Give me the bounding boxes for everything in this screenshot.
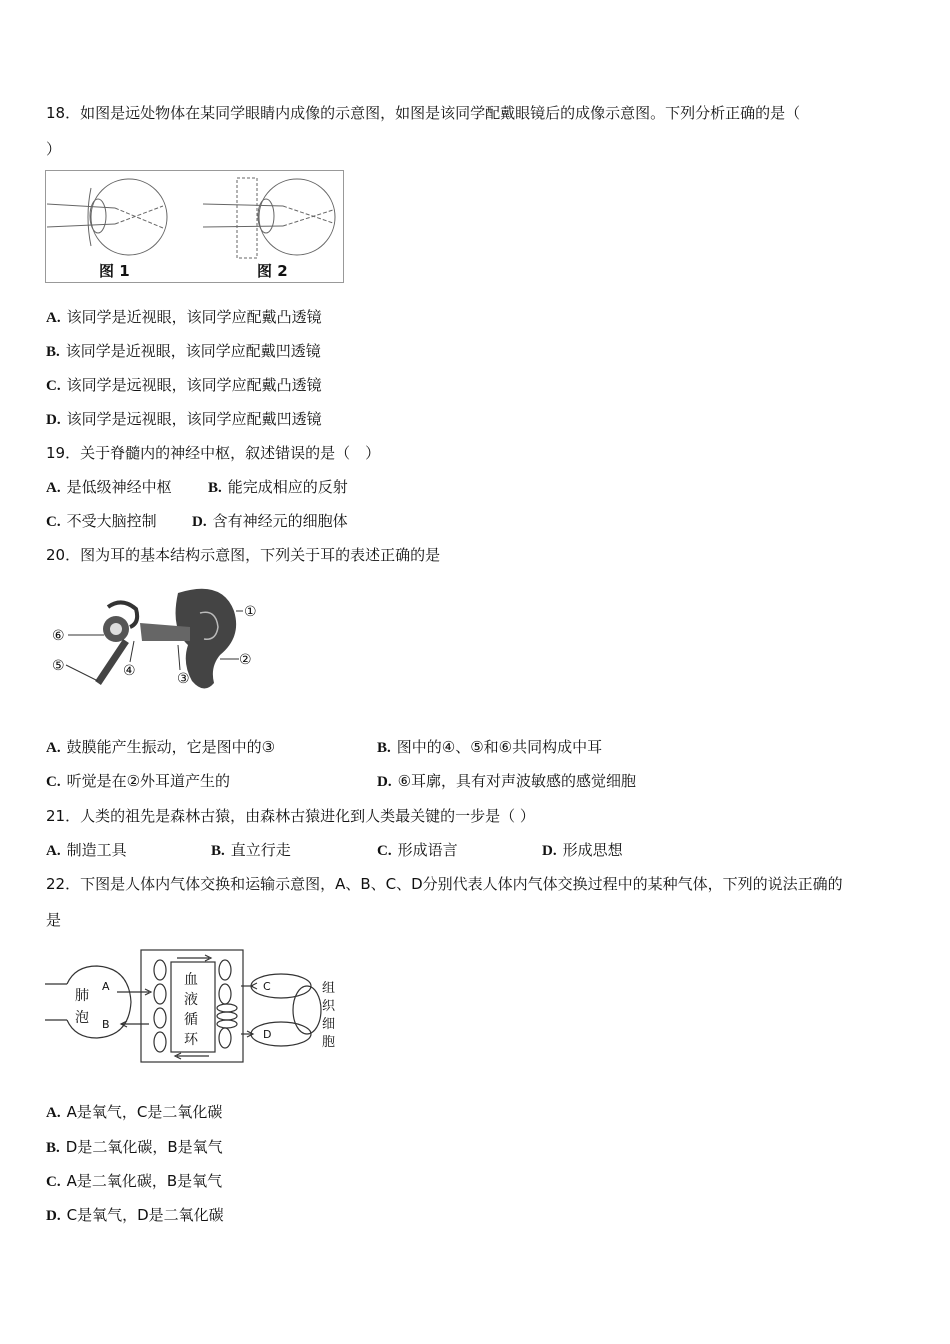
q21-option-d: D. 形成思想	[542, 841, 623, 859]
q18-option-b: B. 该同学是近视眼，该同学应配戴凹透镜	[46, 342, 321, 360]
tissue-label-3: 细	[322, 1017, 336, 1032]
q19-option-c: C. 不受大脑控制	[46, 512, 157, 530]
q19-option-d: D. 含有神经元的细胞体	[192, 512, 348, 530]
q21-option-b: B. 直立行走	[211, 841, 291, 859]
ear-label-2: ②	[239, 652, 252, 668]
ear-label-6: ⑥	[52, 628, 65, 644]
blood-label-1: 血	[184, 972, 198, 988]
ear-label-5: ⑤	[52, 658, 65, 674]
gas-label-c: C	[263, 980, 271, 993]
figure-2-label: 图 2	[257, 262, 288, 280]
eye-diagram-1	[47, 179, 167, 255]
q18-option-c: C. 该同学是远视眼，该同学应配戴凸透镜	[46, 376, 322, 394]
blood-label-4: 环	[184, 1032, 198, 1048]
alveolus-label-2: 泡	[75, 1010, 89, 1026]
ear-structure-figure	[50, 583, 262, 698]
q21-stem: 21．人类的祖先是森林古猿，由森林古猿进化到人类最关键的一步是（ ）	[46, 807, 535, 825]
tissue-label-4: 胞	[322, 1035, 336, 1050]
ear-label-1: ①	[244, 604, 257, 620]
gas-exchange-diagram	[45, 944, 341, 1070]
gas-label-d: D	[263, 1028, 272, 1041]
q22-option-a: A. A是氧气，C是二氧化碳	[46, 1103, 223, 1121]
figure-1-label: 图 1	[99, 262, 130, 280]
q18-option-a: A. 该同学是近视眼，该同学应配戴凸透镜	[46, 308, 322, 326]
ear-label-4: ④	[123, 663, 136, 679]
q19-option-b: B. 能完成相应的反射	[208, 478, 348, 496]
q21-option-c: C. 形成语言	[377, 841, 458, 859]
q20-option-c: C. 听觉是在②外耳道产生的	[46, 772, 231, 790]
q18-stem-tail: ）	[46, 140, 62, 158]
tissue-label-2: 织	[322, 999, 336, 1014]
q22-option-c: C. A是二氧化碳，B是氧气	[46, 1172, 223, 1190]
q20-option-b: B. 图中的④、⑤和⑥共同构成中耳	[377, 738, 603, 756]
gas-label-a: A	[102, 980, 110, 993]
eye-lens-figure	[45, 170, 345, 284]
q20-option-d: D. ⑥耳廓，具有对声波敏感的感觉细胞	[377, 772, 637, 790]
figure-border	[46, 171, 344, 283]
ear-label-3: ③	[177, 671, 190, 687]
eye-diagram-2	[203, 178, 335, 258]
q22-stem: 22．下图是人体内气体交换和运输示意图，A、B、C、D分别代表人体内气体交换过程中的某种气体，下列的说法正确的	[46, 875, 843, 893]
eustachian-tube-shape	[98, 641, 126, 683]
q19-stem: 19．关于脊髓内的神经中枢，叙述错误的是（ ）	[46, 444, 381, 462]
blood-label-2: 液	[184, 992, 198, 1008]
q22-stem-tail: 是	[46, 911, 62, 929]
alveolus-label-1: 肺	[75, 988, 89, 1004]
q20-option-a: A. 鼓膜能产生振动，它是图中的③	[46, 738, 276, 756]
gas-label-b: B	[102, 1018, 110, 1031]
blood-label-3: 循	[184, 1012, 198, 1028]
q20-stem: 20．图为耳的基本结构示意图，下列关于耳的表述正确的是	[46, 546, 441, 564]
q22-option-d: D. C是氧气，D是二氧化碳	[46, 1206, 224, 1224]
q22-option-b: B. D是二氧化碳，B是氧气	[46, 1138, 223, 1156]
q18-option-d: D. 该同学是远视眼，该同学应配戴凹透镜	[46, 410, 322, 428]
q18-stem: 18．如图是远处物体在某同学眼睛内成像的示意图，如图是该同学配戴眼镜后的成像示意图。下列分析正确的是（	[46, 104, 801, 122]
q19-option-a: A. 是低级神经中枢	[46, 478, 172, 496]
q21-option-a: A. 制造工具	[46, 841, 127, 859]
tissue-label-1: 组	[322, 981, 336, 996]
